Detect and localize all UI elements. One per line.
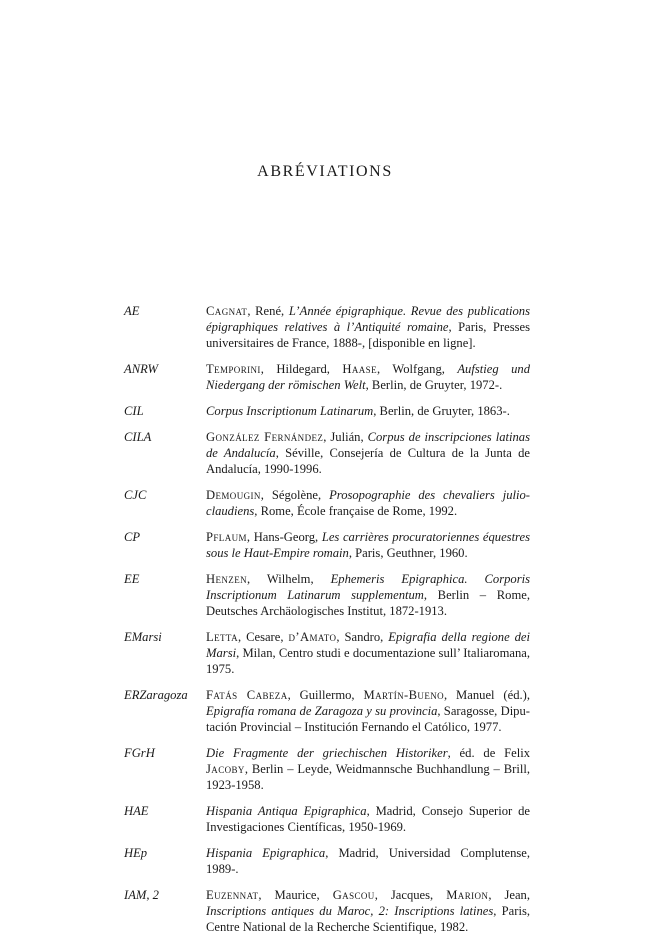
abbreviation-entry: [124, 361, 530, 393]
abbreviation-code: CJC: [124, 488, 147, 502]
reference-text: , Berlin – Rome, Deutsches Archäologisches Institut, 1872-1913.: [206, 588, 530, 618]
abbreviation-reference: [206, 629, 530, 677]
reference-text: , Berlin, de Gruyter, 1863-.: [373, 404, 510, 418]
abbreviation-entry: [124, 687, 530, 735]
author-name: Marion: [446, 888, 489, 902]
abbreviation-code: EE: [124, 572, 140, 586]
author-name: Cagnat: [206, 304, 248, 318]
abbreviation-reference: [206, 487, 530, 519]
abbreviation-entry: [124, 487, 530, 519]
author-name: Demougin: [206, 488, 261, 502]
reference-text: , Berlin – Leyde, Weidmannsche Buchhandlung – Brill, 1923-1958.: [206, 762, 530, 792]
abbreviation-list: [124, 303, 530, 945]
reference-text: , Manuel (éd.),: [444, 688, 530, 702]
reference-text: , Paris, Geuthner, 1960.: [348, 546, 468, 560]
abbreviation-reference: [206, 803, 530, 835]
work-title: Hispania Epigraphica: [206, 846, 326, 860]
reference-text: , Guillermo,: [287, 688, 364, 702]
work-title: Corpus Inscriptionum Latinarum: [206, 404, 374, 418]
author-name: Pflaum: [206, 530, 247, 544]
work-title: Epigrafía romana de Zaragoza y su provincia: [206, 704, 438, 718]
abbreviation-entry: [124, 629, 530, 677]
page-title: ABRÉVIATIONS: [257, 163, 393, 180]
work-title: Die Fragmente der griechischen Historiker: [206, 746, 448, 760]
work-title: Epigrafia della regione dei Marsi: [206, 630, 530, 660]
abbreviation-reference: [206, 687, 530, 735]
author-name: Fatás Cabeza: [206, 688, 288, 702]
author-name: Letta: [206, 630, 238, 644]
work-title: L’Année épigraphique. Revue des publications épigraphiques relatives à l’Antiquité romaine: [206, 304, 530, 334]
abbreviation-reference: [206, 303, 530, 351]
reference-text: , Ségolène,: [260, 488, 330, 502]
abbreviation-reference: [206, 845, 530, 877]
work-title: Ephemeris Epigraphica. Corporis Inscriptionum Latinarum supplementum: [206, 572, 530, 602]
abbreviation-code: FGrH: [124, 746, 155, 760]
abbreviation-entry: [124, 403, 530, 419]
author-name: d’Amato: [288, 630, 337, 644]
reference-text: , Wilhelm,: [247, 572, 331, 586]
author-name: Temporini: [206, 362, 261, 376]
reference-text: , René,: [247, 304, 289, 318]
reference-text: , Sandro,: [336, 630, 389, 644]
work-title: Aufstieg und Niedergang der römischen Welt: [206, 362, 530, 392]
abbreviation-entry: [124, 845, 530, 877]
work-title: Les carrières procuratoriennes équestres sous le Haut-Empire romain: [206, 530, 530, 560]
abbreviation-reference: [206, 361, 530, 393]
author-name: Gascou: [332, 888, 375, 902]
abbreviation-entry: [124, 803, 530, 835]
abbreviation-entry: [124, 745, 530, 793]
reference-text: , Rome, École française de Rome, 1992.: [254, 504, 458, 518]
reference-text: , Berlin, de Gruyter, 1972-.: [365, 378, 503, 392]
reference-text: , éd. de Felix: [447, 746, 530, 760]
abbreviation-code: CP: [124, 530, 141, 544]
abbreviation-entry: [124, 529, 530, 561]
abbreviation-code: CILA: [124, 430, 152, 444]
reference-text: , Madrid, Universidad Complutense, 1989-.: [206, 846, 531, 876]
reference-text: , Paris, Presses universitaires de France, 1888-, [disponible en ligne].: [206, 320, 530, 350]
author-name: Euzennat: [206, 888, 259, 902]
work-title: Hispania Antiqua Epigraphica: [206, 804, 367, 818]
author-name: Jacoby: [206, 762, 245, 776]
abbreviation-entry: [124, 429, 530, 477]
author-name: Henzen: [206, 572, 247, 586]
reference-text: , Saragosse, Diputación Provincial – Institución Fernando el Católico, 1977.: [206, 704, 530, 734]
author-name: Haase: [342, 362, 377, 376]
reference-text: , Madrid, Consejo Superior de Investigaciones Científicas, 1950-1969.: [206, 804, 530, 834]
reference-text: , Jacques,: [374, 888, 447, 902]
abbreviation-entry: [124, 887, 530, 935]
abbreviation-reference: [206, 403, 530, 419]
reference-text: , Séville, Consejería de Cultura de la Junta de Andalucía, 1990-1996.: [206, 446, 530, 476]
abbreviation-code: AE: [124, 304, 140, 318]
abbreviation-reference: [206, 887, 530, 935]
work-title: Inscriptions antiques du Maroc, 2: Inscriptions latines: [206, 904, 494, 918]
abbreviation-code: HAE: [124, 804, 149, 818]
work-title: Corpus de inscripciones latinas de Andalucía: [206, 430, 530, 460]
abbreviation-code: CIL: [124, 404, 144, 418]
reference-text: , Julián,: [323, 430, 368, 444]
abbreviation-entry: [124, 571, 530, 619]
reference-text: , Paris, Centre National de la Recherche Scientifique, 1982.: [206, 904, 530, 934]
abbreviation-reference: [206, 529, 530, 561]
author-name: Martín-Bueno: [363, 688, 445, 702]
abbreviation-code: HEp: [124, 846, 148, 860]
abbreviation-reference: [206, 745, 530, 793]
abbreviation-reference: [206, 571, 530, 619]
work-title: Prosopographie des chevaliers julio-claudiens: [206, 488, 530, 518]
abbreviation-code: ERZaragoza: [124, 688, 188, 702]
reference-text: , Maurice,: [258, 888, 333, 902]
reference-text: , Hildegard,: [260, 362, 343, 376]
reference-text: , Hans-Georg,: [246, 530, 322, 544]
reference-text: , Cesare,: [237, 630, 289, 644]
abbreviation-code: ANRW: [124, 362, 159, 376]
reference-text: , Milan, Centro studi e documentazione sull’ Italiaromana, 1975.: [206, 646, 530, 676]
abbreviation-code: EMarsi: [124, 630, 162, 644]
abbreviation-entry: [124, 303, 530, 351]
abbreviation-code: IAM, 2: [124, 888, 159, 902]
reference-text: , Wolfgang,: [377, 362, 458, 376]
reference-text: , Jean,: [488, 888, 531, 902]
author-name: González Fernández: [206, 430, 324, 444]
abbreviation-reference: [206, 429, 530, 477]
